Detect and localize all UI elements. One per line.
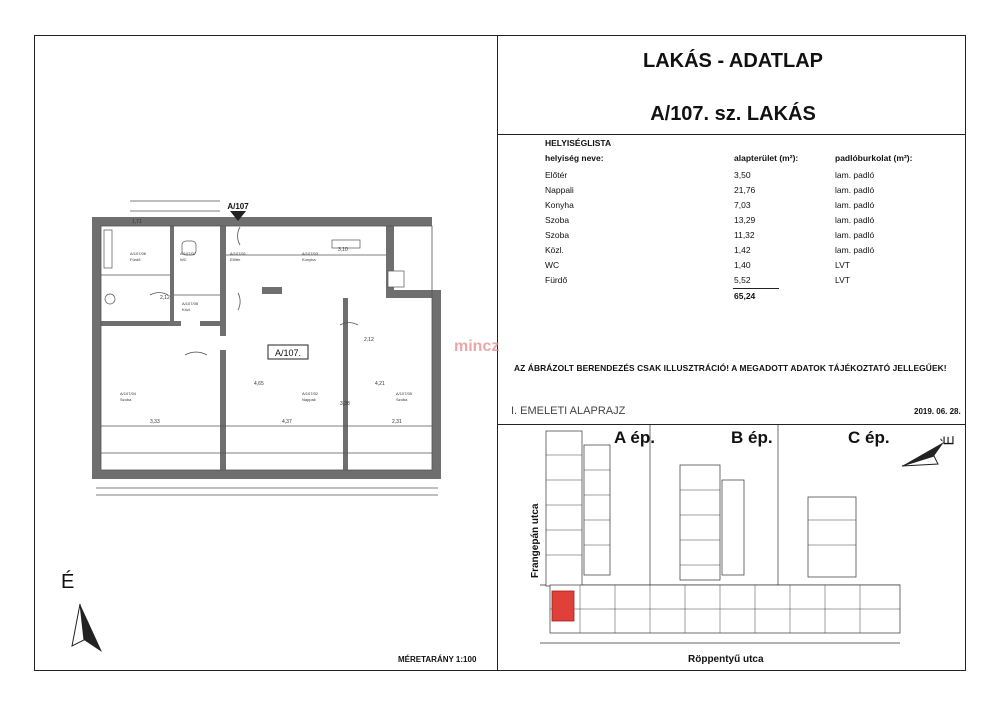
room-name: Közl. xyxy=(545,245,564,255)
floor-label: I. EMELETI ALAPRAJZ xyxy=(511,405,626,417)
room-code: A/107/05 xyxy=(396,391,413,396)
room-code: A/107/01 xyxy=(230,251,247,256)
room-name: Konyha xyxy=(545,200,574,210)
scale-label: MÉRETARÁNY 1:100 xyxy=(398,655,477,664)
room-label: Nappali xyxy=(302,397,316,402)
room-label: Szoba xyxy=(396,397,408,402)
room-floor: lam. padló xyxy=(835,185,875,195)
building-c-label: C ép. xyxy=(848,428,890,447)
floor-plan xyxy=(70,195,465,500)
room-label: Fürdő xyxy=(130,257,141,262)
room-area: 5,52 xyxy=(734,275,751,285)
room-floor: lam. padló xyxy=(835,245,875,255)
building-b-label: B ép. xyxy=(731,428,773,447)
site-north-label: É xyxy=(940,435,958,446)
site-buildings xyxy=(546,431,900,633)
room-name: Nappali xyxy=(545,185,574,195)
north-arrow-icon xyxy=(66,600,106,660)
room-floor: LVT xyxy=(835,260,850,270)
apartment-title: A/107. sz. LAKÁS xyxy=(650,103,816,125)
sheet-title: LAKÁS - ADATLAP xyxy=(643,50,823,72)
watermark-text: mincz xyxy=(454,338,500,355)
room-code: A/107/04 xyxy=(120,391,137,396)
room-name: Fürdő xyxy=(545,275,568,285)
total-line xyxy=(733,288,779,289)
apartment-label: A/107. xyxy=(274,348,302,358)
dimension: 3,33 xyxy=(150,419,160,425)
date-label: 2019. 06. 28. xyxy=(914,407,961,416)
dimension: 3,10 xyxy=(338,247,348,253)
room-list-heading: HELYISÉGLISTA xyxy=(545,138,612,148)
room-labels xyxy=(120,251,413,402)
room-area: 1,42 xyxy=(734,245,751,255)
room-area: 21,76 xyxy=(734,185,756,195)
apartment-highlight xyxy=(552,591,574,621)
site-plan xyxy=(540,425,910,650)
north-label: É xyxy=(61,571,75,593)
plan-walls xyxy=(92,217,441,479)
disclaimer-note: AZ ÁBRÁZOLT BERENDEZÉS CSAK ILLUSZTRÁCIÓ! A MEGADOTT ADATOK TÁJÉKOZTATÓ JELLEGŰEK! xyxy=(514,363,947,373)
dimension: 2,31 xyxy=(392,419,402,425)
room-floor: lam. padló xyxy=(835,170,875,180)
entrance-label: A/107 xyxy=(227,202,249,211)
room-area: 11,32 xyxy=(734,230,755,240)
room-code: A/107/08 xyxy=(182,301,199,306)
title-divider xyxy=(497,134,966,135)
room-floor: lam. padló xyxy=(835,200,875,210)
room-floor: lam. padló xyxy=(835,230,875,240)
room-label: Konyha xyxy=(302,257,316,262)
room-area: 13,29 xyxy=(734,215,756,225)
room-name: WC xyxy=(545,260,560,270)
room-label: WC xyxy=(180,257,187,262)
dimension: 4,21 xyxy=(375,381,385,387)
plan-fixtures xyxy=(104,230,404,304)
room-code: A/107/03 xyxy=(302,251,319,256)
dimension: 3,38 xyxy=(340,401,350,407)
dimension: 4,65 xyxy=(254,381,264,387)
building-a-label: A ép. xyxy=(614,428,655,447)
room-code: A/107/06 xyxy=(130,251,147,256)
dimension: 4,37 xyxy=(282,419,292,425)
header-name: helyiség neve: xyxy=(545,153,604,163)
room-floor: lam. padló xyxy=(835,215,875,225)
room-name: Szoba xyxy=(545,215,570,225)
dimension: 1,71 xyxy=(132,219,142,225)
room-label: Előtér xyxy=(230,257,241,262)
street-bottom-label: Röppentyű utca xyxy=(688,654,764,665)
room-label: Közl. xyxy=(182,307,191,312)
room-code: A/107/07 xyxy=(180,251,197,256)
room-name: Szoba xyxy=(545,230,570,240)
room-name: Előtér xyxy=(545,170,568,180)
header-area: alapterület (m²): xyxy=(734,153,799,163)
room-area: 3,50 xyxy=(734,170,751,180)
street-left-label: Frangepán utca xyxy=(530,503,541,578)
room-floor: LVT xyxy=(835,275,850,285)
header-floor: padlóburkolat (m²): xyxy=(835,153,913,163)
room-area: 7,03 xyxy=(734,200,751,210)
room-code: A/107/02 xyxy=(302,391,319,396)
dimension: 2,12 xyxy=(160,295,170,301)
dimension: 2,12 xyxy=(364,337,374,343)
room-label: Szoba xyxy=(120,397,132,402)
room-total: 65,24 xyxy=(734,291,756,301)
room-area: 1,40 xyxy=(734,260,751,270)
